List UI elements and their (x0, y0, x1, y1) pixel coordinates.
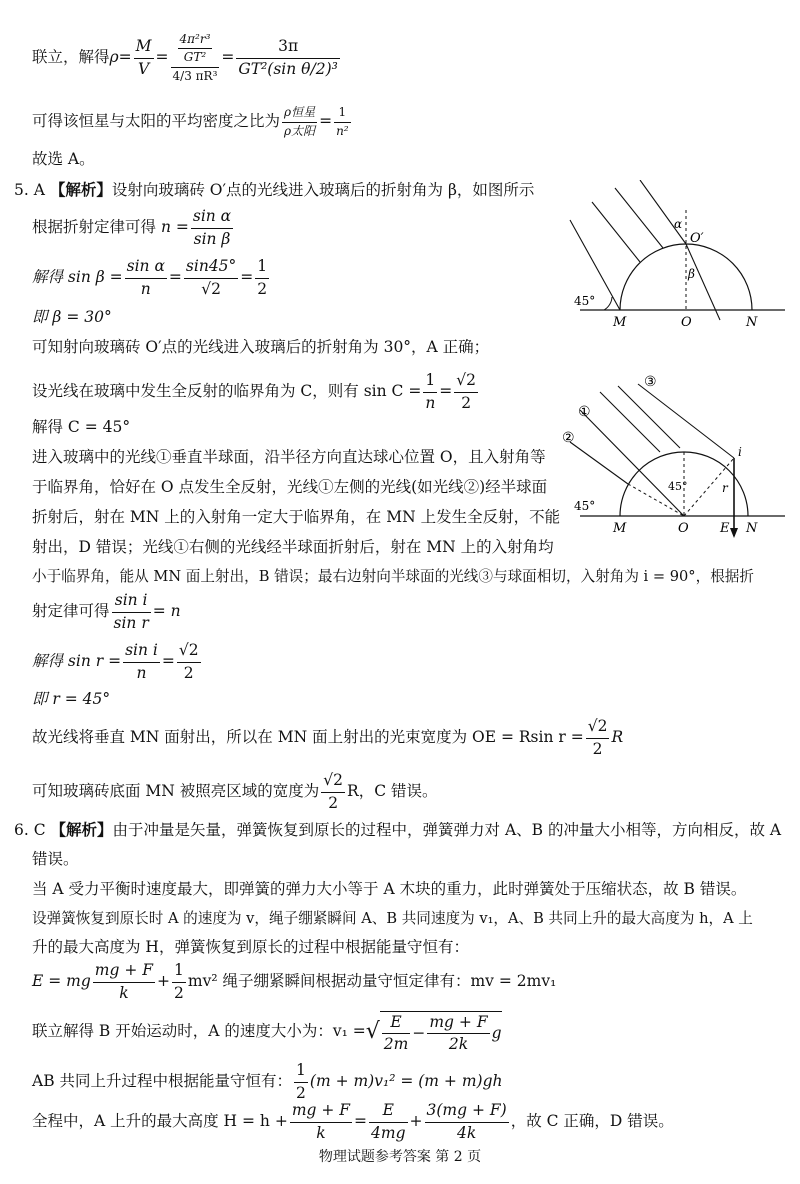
text: √2 (321, 772, 345, 792)
text: sin i (123, 642, 160, 662)
text: sin r (113, 613, 149, 632)
text: k (316, 1123, 326, 1142)
text: = (161, 652, 175, 671)
label-e: E (720, 521, 730, 536)
text: E = mg (32, 972, 91, 991)
text: 设光线在玻璃中发生全反射的临界角为 C，则有 sin C = (32, 382, 422, 401)
label-r: r (722, 481, 728, 495)
text: 2 (257, 279, 268, 298)
text: 设射向玻璃砖 O′点的光线进入玻璃后的折射角为 β，如图所示 (111, 181, 535, 199)
text: n² (336, 123, 349, 138)
sqrt-sign: √ (365, 1019, 380, 1044)
arrow-head (730, 528, 738, 538)
fraction (334, 106, 351, 137)
text: 由于冲量是矢量，弹簧恢复到原长的过程中，弹簧弹力对 A、B 的冲量大小相等，方向相反，故 A (112, 821, 782, 839)
ray-extra (600, 392, 660, 452)
fraction (294, 1062, 308, 1101)
q5-line3 (32, 258, 271, 298)
text: 射定律可得 (32, 602, 110, 621)
text: 可知玻璃砖底面 MN 被照亮区域的宽度为 (32, 782, 320, 801)
q6-line9 (32, 1102, 674, 1142)
q5-line6 (32, 372, 480, 412)
q5-line4: 即 β = 30° (32, 308, 112, 326)
text: mg + F (290, 1102, 352, 1122)
text: + (409, 1112, 423, 1131)
q5-line13 (32, 592, 181, 632)
label-o: O (681, 315, 692, 330)
q4-density-line (32, 28, 342, 88)
text: 联立解得 B 开始运动时，A 的速度大小为：v₁ = (32, 1022, 366, 1041)
text: = n (152, 602, 181, 621)
text: sin β (193, 229, 231, 248)
label-circle-2: ② (562, 430, 575, 446)
label-circle-3: ③ (644, 374, 657, 390)
text: = (221, 48, 235, 67)
fraction (425, 1102, 509, 1141)
label-m: M (613, 315, 627, 330)
q6-line5: 升的最大高度为 H，弹簧恢复到原长的过程中根据能量守恒有： (32, 938, 469, 956)
fraction (112, 592, 151, 631)
q5-line16 (32, 718, 623, 758)
text: k (119, 983, 129, 1002)
label-o-prime: O′ (690, 231, 704, 246)
label-circle-1: ① (578, 404, 591, 420)
figure-1-refraction (560, 180, 790, 330)
q6-line1 (14, 822, 781, 839)
text: M (134, 38, 154, 58)
fraction (191, 208, 233, 247)
text: + (157, 972, 170, 991)
q4-choice: 故选 A。 (32, 150, 95, 168)
fraction (290, 1102, 352, 1141)
fraction (369, 1102, 407, 1141)
q4-ratio-line (32, 102, 353, 142)
text: ρ恒星 (282, 106, 317, 122)
text: 2 (174, 983, 184, 1002)
text: = (240, 268, 254, 287)
text: √2 (586, 718, 610, 738)
fraction (177, 642, 201, 681)
text: 可得该恒星与太阳的平均密度之比为 (32, 112, 281, 131)
text: 【解析】 (50, 820, 113, 839)
text: 解得 sin β = (32, 268, 123, 287)
q5-line5: 可知射向玻璃砖 O′点的光线进入玻璃后的折射角为 30°，A 正确； (32, 338, 490, 356)
text: 2m (383, 1035, 409, 1053)
q6-line4: 设弹簧恢复到原长时 A 的速度为 v，绳子绷紧瞬间 A、B 共同速度为 v₁，A、B 共同上升的最大高度为 h，A 上 (32, 910, 753, 927)
text: AB 共同上升过程中根据能量守恒有： (32, 1072, 293, 1091)
text: 6. C (14, 821, 46, 839)
text: 2 (461, 393, 472, 412)
text: 1 (423, 372, 437, 392)
text: 2 (328, 793, 339, 812)
text: 3(mg + F) (425, 1102, 509, 1122)
text: n (140, 279, 151, 298)
text: n (425, 393, 436, 412)
fraction (172, 962, 186, 1001)
text: R (611, 728, 624, 747)
angle-45-arc (604, 297, 612, 310)
label-alpha: α (674, 217, 683, 231)
text: = (155, 48, 169, 67)
text: sin45° (184, 258, 238, 278)
text: ，故 C 正确，D 错误。 (510, 1112, 674, 1131)
fraction (123, 642, 160, 681)
fraction (178, 33, 213, 64)
text: 5. A (14, 181, 45, 199)
fraction (255, 258, 269, 297)
q5-line12: 小于临界角，能从 MN 面上射出，B 错误；最右边射向半球面的光线③与球面相切，入射角为 i = 90°，根据折 (32, 568, 754, 585)
label-beta: β (688, 267, 695, 281)
text: 4/3 πR³ (172, 68, 218, 83)
fraction (171, 33, 220, 83)
text: √2 (454, 372, 478, 392)
text: 解得 sin r = (32, 652, 122, 671)
ray-extra (618, 386, 680, 448)
q6-line6 (32, 962, 556, 1002)
text: = (118, 48, 132, 67)
text: = (319, 112, 333, 131)
label-o: O (678, 521, 689, 536)
fraction (184, 258, 238, 297)
text: 1 (172, 962, 186, 982)
text: ρ太阳 (284, 123, 316, 138)
ray-2 (570, 442, 628, 484)
fraction (93, 962, 155, 1001)
q5-line8: 进入玻璃中的光线①垂直半球面，沿半径方向直达球心位置 O，且入射角等 (32, 448, 546, 466)
q5-line7: 解得 C = 45° (32, 418, 131, 436)
text: 1 (334, 106, 351, 122)
text: n (136, 663, 147, 682)
text: 全程中，A 上升的最大高度 H = h + (32, 1112, 288, 1131)
fraction (427, 1014, 489, 1053)
q6-line7 (32, 1012, 502, 1052)
text: V (137, 59, 150, 78)
text: = (354, 1112, 368, 1131)
fraction (171, 33, 220, 67)
q5-line11: 射出，D 错误；光线①右侧的光线经半球面折射后，射在 MN 上的入射角均 (32, 538, 554, 556)
text: GT²(sin θ/2)³ (238, 59, 338, 78)
label-45-top: 45° (668, 480, 688, 493)
text: g (491, 1023, 502, 1042)
text: 4mg (371, 1123, 406, 1142)
text: 2 (592, 739, 603, 758)
q5-line14 (32, 642, 203, 682)
text: E (382, 1014, 411, 1034)
text: = (439, 382, 453, 401)
q6-line2: 错误。 (32, 850, 79, 868)
text: 2 (183, 663, 194, 682)
text: 【解析】 (49, 180, 112, 199)
fraction (134, 38, 154, 77)
figure-2-total-reflection (560, 372, 790, 542)
fraction (321, 772, 345, 811)
text: 3π (236, 38, 339, 58)
q5-line9: 于临界角，恰好在 O 点发生全反射，光线①左侧的光线(如光线②)经半球面 (32, 478, 548, 496)
label-n: N (746, 315, 758, 330)
q6-line3: 当 A 受力平衡时速度最大，即弹簧的弹力大小等于 A 木块的重力，此时弹簧处于压缩状态，故 B 错误。 (32, 880, 747, 898)
text: √2 (177, 642, 201, 662)
fraction (423, 372, 437, 411)
fraction (586, 718, 610, 757)
text: n = (160, 218, 189, 237)
text: 故光线将垂直 MN 面射出，所以在 MN 面上射出的光束宽度为 OE = Rsin r = (32, 728, 584, 747)
label-45: 45° (574, 294, 596, 308)
label-45-left: 45° (574, 499, 596, 513)
text: 根据折射定律可得 (32, 218, 157, 237)
sqrt-body (380, 1011, 502, 1053)
refracted-ray (686, 244, 720, 320)
fraction (382, 1014, 411, 1053)
text: 2 (296, 1083, 306, 1102)
text: 4k (456, 1123, 477, 1142)
q5-line17 (32, 772, 438, 812)
text: mg + F (93, 962, 155, 982)
fraction (282, 106, 317, 137)
text: 4π²r³ (178, 33, 213, 49)
label-m: M (613, 521, 627, 536)
text: mg + F (427, 1014, 489, 1034)
q5-line10: 折射后，射在 MN 上的入射角一定大于临界角，在 MN 上发生全反射，不能 (32, 508, 561, 526)
text: − (412, 1023, 426, 1042)
text: = (168, 268, 182, 287)
text: 联立，解得 (32, 48, 110, 67)
incident-ray (640, 180, 686, 244)
label-i: i (738, 445, 742, 459)
text: sin α (191, 208, 233, 228)
text: 1 (294, 1062, 308, 1082)
text: R，C 错误。 (347, 782, 438, 801)
text: E (369, 1102, 407, 1122)
text: sin α (125, 258, 167, 278)
text: (m + m)v₁² = (m + m)gh (309, 1072, 503, 1091)
fraction (236, 38, 339, 77)
text: √2 (201, 279, 221, 298)
q5-line1 (14, 182, 534, 199)
text: mv² 绳子绷紧瞬间根据动量守恒定律有：mv = 2mv₁ (187, 972, 557, 991)
q5-line2 (32, 208, 235, 248)
q5-line15: 即 r = 45° (32, 690, 111, 708)
text: 1 (255, 258, 269, 278)
text: 2k (448, 1035, 469, 1053)
fraction (125, 258, 167, 297)
q6-line8 (32, 1062, 502, 1102)
page-footer: 物理试题参考答案 第 2 页 (318, 1149, 482, 1165)
ray-1 (580, 410, 684, 516)
label-n: N (746, 521, 758, 536)
fraction (454, 372, 478, 411)
text: ρ (109, 48, 119, 67)
text: GT² (183, 50, 207, 65)
text: sin i (112, 592, 151, 612)
